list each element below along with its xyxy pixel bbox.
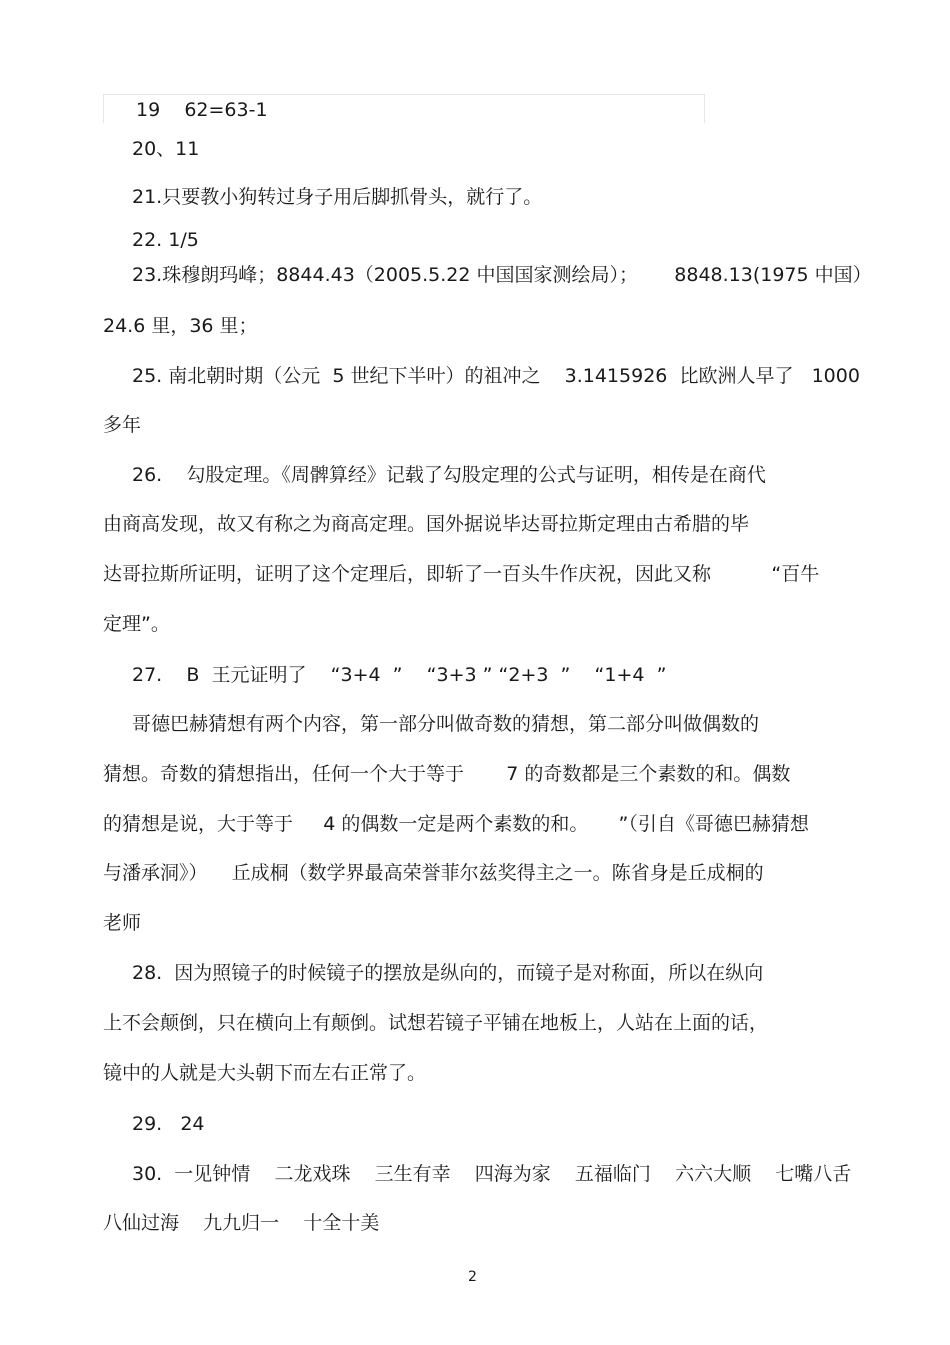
answer-21: 21.只要教小狗转过身子用后脚抓骨头，就行了。 — [132, 186, 543, 208]
answer-24: 24.6 里，36 里； — [103, 315, 258, 337]
answer-27-line-4: 的猜想是说，大于等于 4 的偶数一定是两个素数的和。 ”（引自《哥德巴赫猜想 — [103, 813, 809, 835]
page-number: 2 — [468, 1269, 477, 1285]
answer-25: 25. 南北朝时期（公元 5 世纪下半叶）的祖冲之 3.1415926 比欧洲人早了 1000 — [132, 365, 860, 387]
answer-27-line-2: 哥德巴赫猜想有两个内容，第一部分叫做奇数的猜想，第二部分叫做偶数的 — [132, 713, 760, 735]
answer-26: 26. 勾股定理。《周髀算经》记载了勾股定理的公式与证明，相传是在商代 — [132, 464, 766, 486]
answer-27-line-5: 与潘承洞》） 丘成桐（数学界最高荣誉菲尔兹奖得主之一。陈省身是丘成桐的 — [103, 862, 764, 884]
answer-30-line-2: 八仙过海 九九归一 十全十美 — [103, 1212, 380, 1234]
answer-28-line-3: 镜中的人就是大头朝下而左右正常了。 — [103, 1062, 427, 1084]
answer-26-line-3: 达哥拉斯所证明，证明了这个定理后，即斩了一百头牛作庆祝，因此又称 “百牛 — [103, 563, 820, 585]
answer-29: 29. 24 — [132, 1113, 205, 1135]
answer-26-line-2: 由商高发现，故又有称之为商高定理。国外据说毕达哥拉斯定理由古希腊的毕 — [103, 513, 750, 535]
answer-28: 28. 因为照镜子的时候镜子的摆放是纵向的，而镜子是对称面，所以在纵向 — [132, 962, 764, 984]
answer-30: 30. 一见钟情 二龙戏珠 三生有幸 四海为家 五福临门 六六大顺 七嘴八舌 — [132, 1163, 852, 1185]
answer-20: 20、11 — [132, 138, 200, 160]
answer-28-line-2: 上不会颠倒，只在横向上有颠倒。试想若镜子平铺在地板上，人站在上面的话， — [103, 1012, 769, 1034]
answer-25-cont: 多年 — [103, 414, 142, 436]
answer-22: 22. 1/5 — [132, 229, 199, 251]
answer-26-line-4: 定理”。 — [103, 613, 170, 635]
answer-27: 27. B 王元证明了 “3+4 ” “3+3 ” “2+3 ” “1+4 ” — [132, 664, 667, 686]
answer-27-line-3: 猜想。奇数的猜想指出，任何一个大于等于 7 的奇数都是三个素数的和。偶数 — [103, 763, 791, 785]
answer-27-line-6: 老师 — [103, 912, 142, 934]
answer-23: 23.珠穆朗玛峰；8844.43（2005.5.22 中国国家测绘局）； 8848.13(1975 中国） — [132, 264, 872, 286]
answer-19: 19 62=63-1 — [136, 99, 268, 121]
